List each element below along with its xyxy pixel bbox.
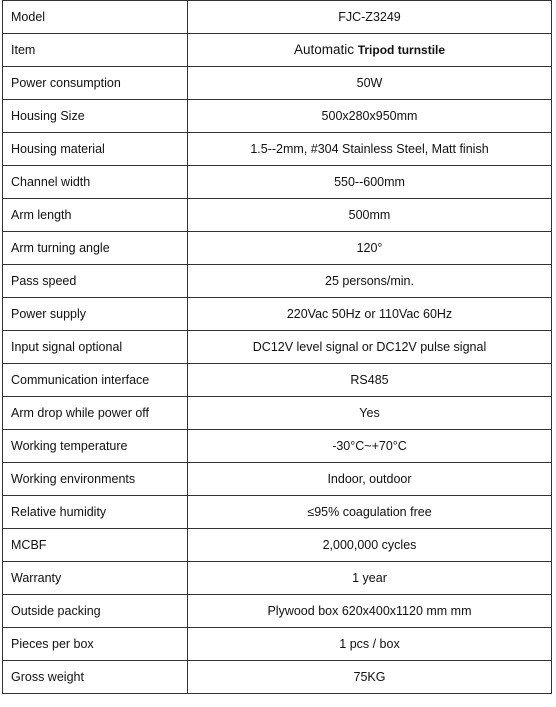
spec-value-pass-speed: 25 persons/min. <box>188 265 552 298</box>
spec-value-power-consumption: 50W <box>188 67 552 100</box>
spec-value-arm-drop: Yes <box>188 397 552 430</box>
spec-label-gross-weight: Gross weight <box>3 661 188 694</box>
spec-label-housing-size: Housing Size <box>3 100 188 133</box>
spec-value-outside-packing: Plywood box 620x400x1120 mm mm <box>188 595 552 628</box>
table-row <box>3 100 552 133</box>
table-row <box>3 34 552 67</box>
spec-value-gross-weight: 75KG <box>188 661 552 694</box>
spec-label-input-signal: Input signal optional <box>3 331 188 364</box>
table-row <box>3 1 552 34</box>
spec-label-outside-packing: Outside packing <box>3 595 188 628</box>
table-row <box>3 133 552 166</box>
table-row <box>3 529 552 562</box>
table-row <box>3 166 552 199</box>
spec-value-item-bold: Tripod turnstile <box>357 43 446 57</box>
spec-label-warranty: Warranty <box>3 562 188 595</box>
table-row <box>3 496 552 529</box>
table-row <box>3 595 552 628</box>
spec-label-communication-interface: Communication interface <box>3 364 188 397</box>
spec-label-arm-drop: Arm drop while power off <box>3 397 188 430</box>
table-row <box>3 67 552 100</box>
spec-label-mcbf: MCBF <box>3 529 188 562</box>
table-row <box>3 661 552 694</box>
spec-label-working-environments: Working environments <box>3 463 188 496</box>
spec-value-housing-material: 1.5--2mm, #304 Stainless Steel, Matt finish <box>188 133 552 166</box>
spec-value-housing-size: 500x280x950mm <box>188 100 552 133</box>
spec-label-power-supply: Power supply <box>3 298 188 331</box>
spec-label-power-consumption: Power consumption <box>3 67 188 100</box>
spec-value-item-plain: Automatic <box>293 42 358 57</box>
spec-label-arm-turning-angle: Arm turning angle <box>3 232 188 265</box>
spec-table-body <box>3 1 552 694</box>
table-row <box>3 430 552 463</box>
spec-label-item: Item <box>3 34 188 67</box>
spec-value-mcbf: 2,000,000 cycles <box>188 529 552 562</box>
spec-value-working-environments: Indoor, outdoor <box>188 463 552 496</box>
table-row <box>3 397 552 430</box>
table-row <box>3 232 552 265</box>
spec-label-channel-width: Channel width <box>3 166 188 199</box>
spec-label-housing-material: Housing material <box>3 133 188 166</box>
spec-value-warranty: 1 year <box>188 562 552 595</box>
spec-label-pass-speed: Pass speed <box>3 265 188 298</box>
spec-value-channel-width: 550--600mm <box>188 166 552 199</box>
spec-label-working-temperature: Working temperature <box>3 430 188 463</box>
spec-value-item <box>188 34 552 67</box>
table-row <box>3 298 552 331</box>
table-row <box>3 463 552 496</box>
table-row <box>3 265 552 298</box>
spec-value-arm-turning-angle: 120° <box>188 232 552 265</box>
spec-label-arm-length: Arm length <box>3 199 188 232</box>
table-row <box>3 364 552 397</box>
spec-value-working-temperature: -30°C~+70°C <box>188 430 552 463</box>
table-row <box>3 562 552 595</box>
spec-value-communication-interface: RS485 <box>188 364 552 397</box>
spec-value-relative-humidity: ≤95% coagulation free <box>188 496 552 529</box>
spec-value-input-signal: DC12V level signal or DC12V pulse signal <box>188 331 552 364</box>
spec-label-relative-humidity: Relative humidity <box>3 496 188 529</box>
spec-value-model: FJC-Z3249 <box>188 1 552 34</box>
spec-value-arm-length: 500mm <box>188 199 552 232</box>
table-row <box>3 199 552 232</box>
spec-label-model: Model <box>3 1 188 34</box>
table-row <box>3 331 552 364</box>
spec-value-power-supply: 220Vac 50Hz or 110Vac 60Hz <box>188 298 552 331</box>
table-row <box>3 628 552 661</box>
spec-table <box>2 0 552 694</box>
spec-label-pieces-per-box: Pieces per box <box>3 628 188 661</box>
spec-value-pieces-per-box: 1 pcs / box <box>188 628 552 661</box>
